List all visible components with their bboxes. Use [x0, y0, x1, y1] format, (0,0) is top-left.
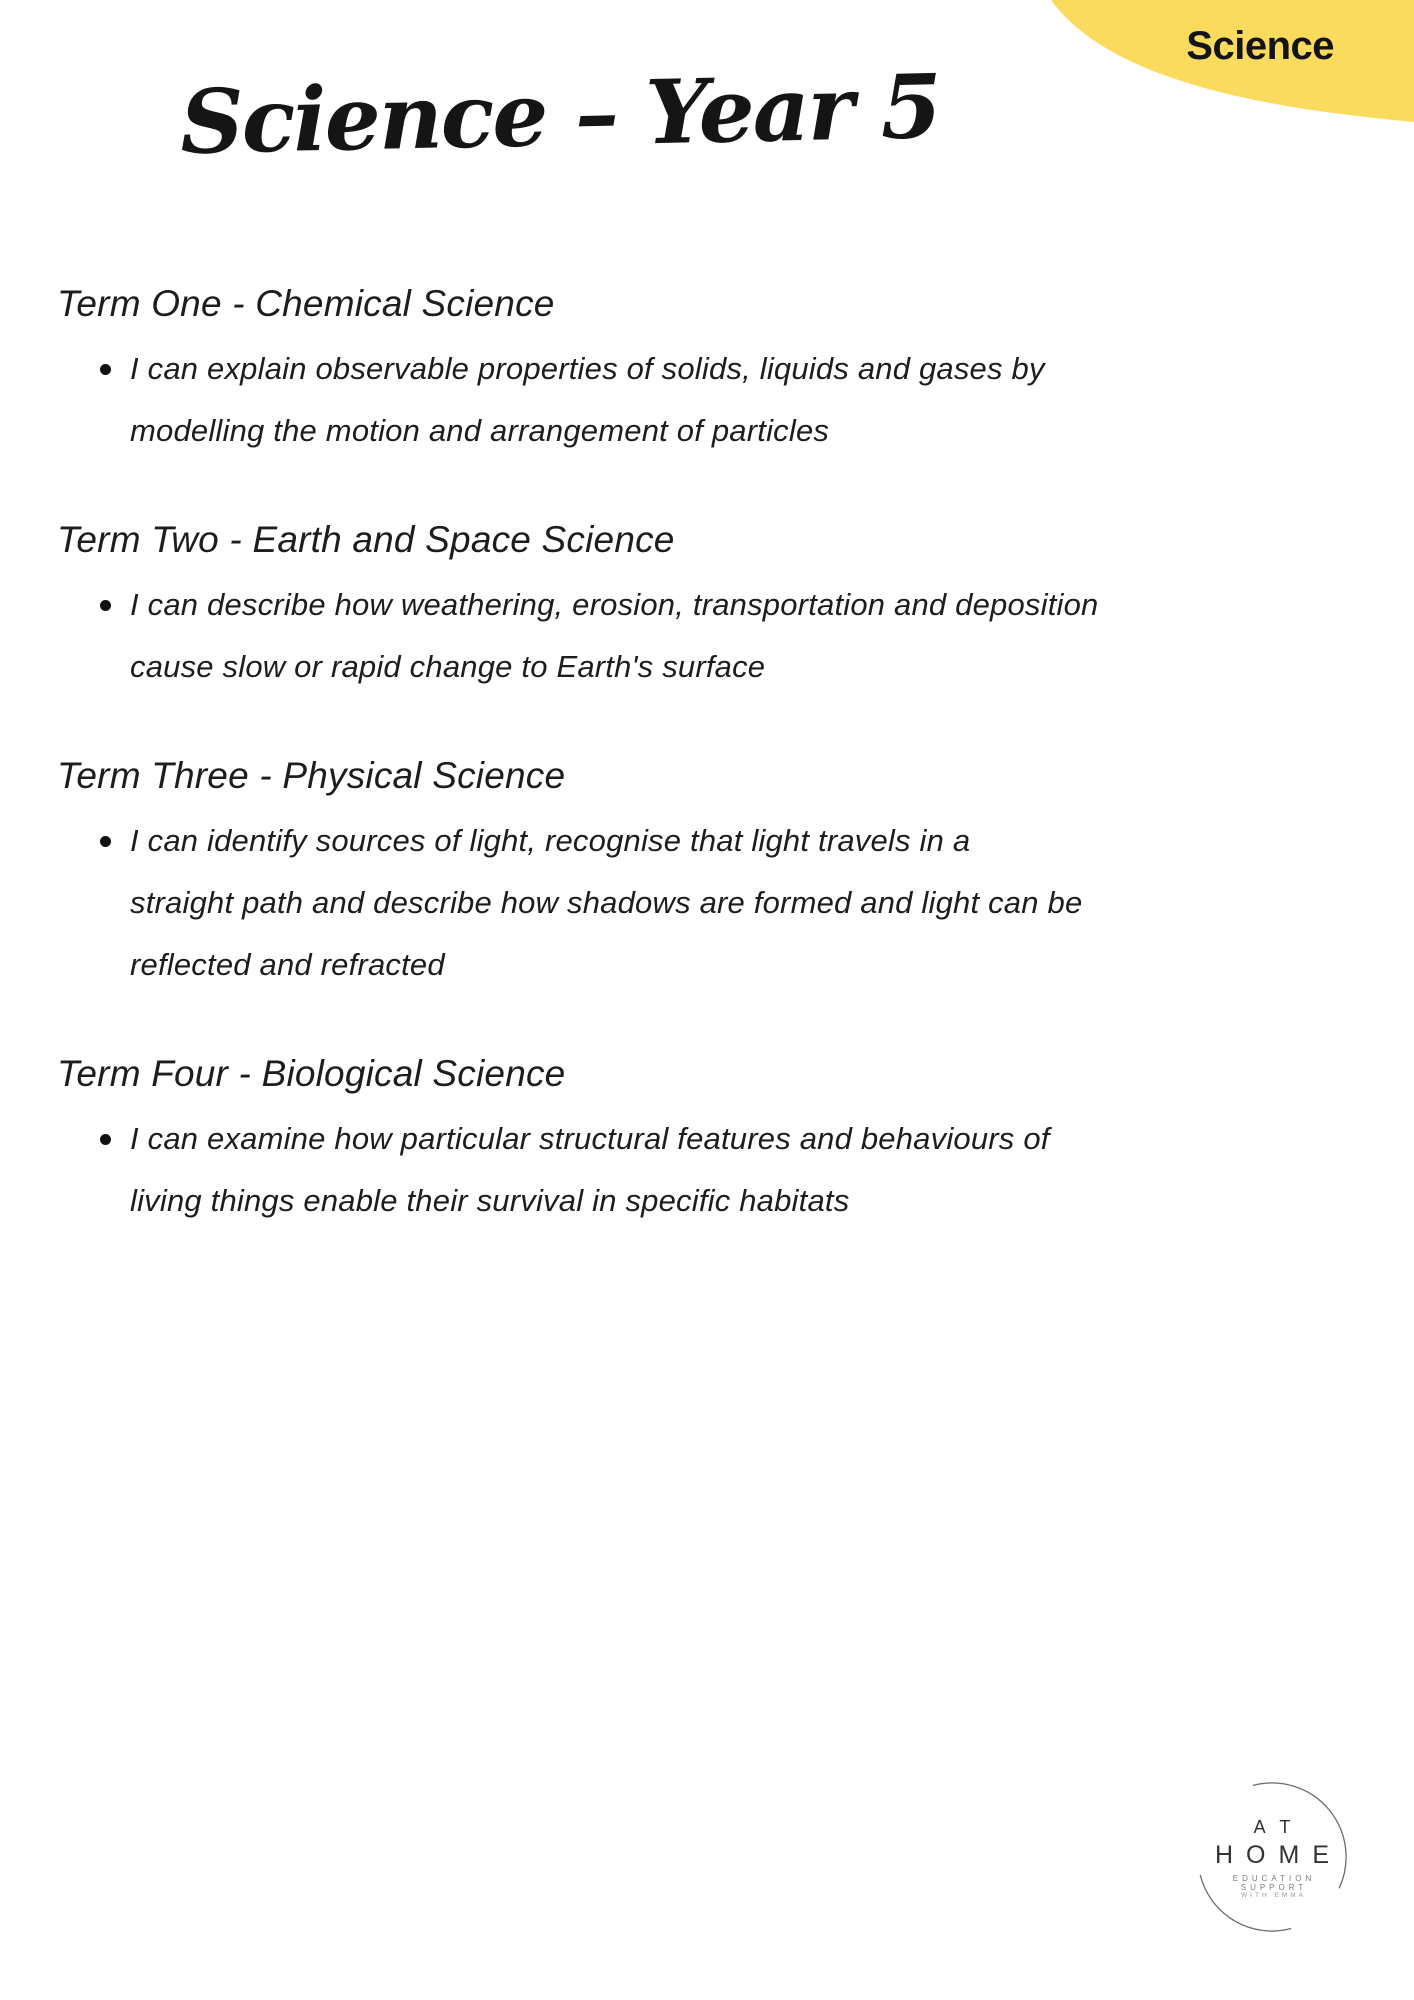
term-four-heading: Term Four - Biological Science: [57, 1053, 566, 1094]
bullet-icon: [100, 836, 111, 847]
curriculum-content: [57, 278, 1177, 1284]
bullet-text-line: modelling the motion and arrangement of particles: [130, 413, 830, 448]
list-item: [57, 1108, 1177, 1232]
subject-corner-tab: [1042, 0, 1414, 130]
term-two-section: [57, 514, 1177, 698]
bullet-text-line: straight path and describe how shadows are formed and light can be: [130, 885, 1083, 920]
logo-text-subtitle: EDUCATION SUPPORT: [1232, 1874, 1316, 1892]
term-three-section: [57, 750, 1177, 996]
term-one-section: [57, 278, 1177, 462]
subject-tab-label: Science: [1186, 24, 1334, 68]
bullet-icon: [100, 600, 111, 611]
bullet-text-line: living things enable their survival in specific habitats: [130, 1183, 850, 1218]
bullet-text: [130, 1108, 1050, 1232]
bullet-text: [130, 810, 1082, 996]
list-item: [57, 338, 1177, 462]
bullet-text-line: cause slow or rapid change to Earth's surface: [130, 649, 766, 684]
at-home-logo: [1196, 1781, 1348, 1933]
logo-text-tagline: WITH EMMA: [1241, 1892, 1306, 1899]
page-title: Science – Year 5: [179, 54, 941, 174]
term-two-heading: Term Two - Earth and Space Science: [57, 519, 675, 560]
term-four-section: [57, 1048, 1177, 1232]
list-item: [57, 810, 1177, 996]
bullet-text-line: I can explain observable properties of solids, liquids and gases by: [130, 351, 1045, 386]
bullet-text: [130, 338, 1045, 462]
bullet-text-line: I can examine how particular structural features and behaviours of: [130, 1121, 1050, 1156]
logo-text-home: HOME: [1215, 1841, 1342, 1869]
term-three-heading: Term Three - Physical Science: [57, 755, 566, 796]
logo-text-at: AT: [1253, 1817, 1306, 1837]
bullet-icon: [100, 1134, 111, 1145]
term-one-heading: Term One - Chemical Science: [57, 283, 555, 324]
bullet-text-line: I can describe how weathering, erosion, transportation and deposition: [130, 587, 1099, 622]
bullet-text: [130, 574, 1099, 698]
bullet-text-line: reflected and refracted: [130, 947, 445, 982]
bullet-text-line: I can identify sources of light, recognise that light travels in a: [130, 823, 971, 858]
list-item: [57, 574, 1177, 698]
bullet-icon: [100, 364, 111, 375]
